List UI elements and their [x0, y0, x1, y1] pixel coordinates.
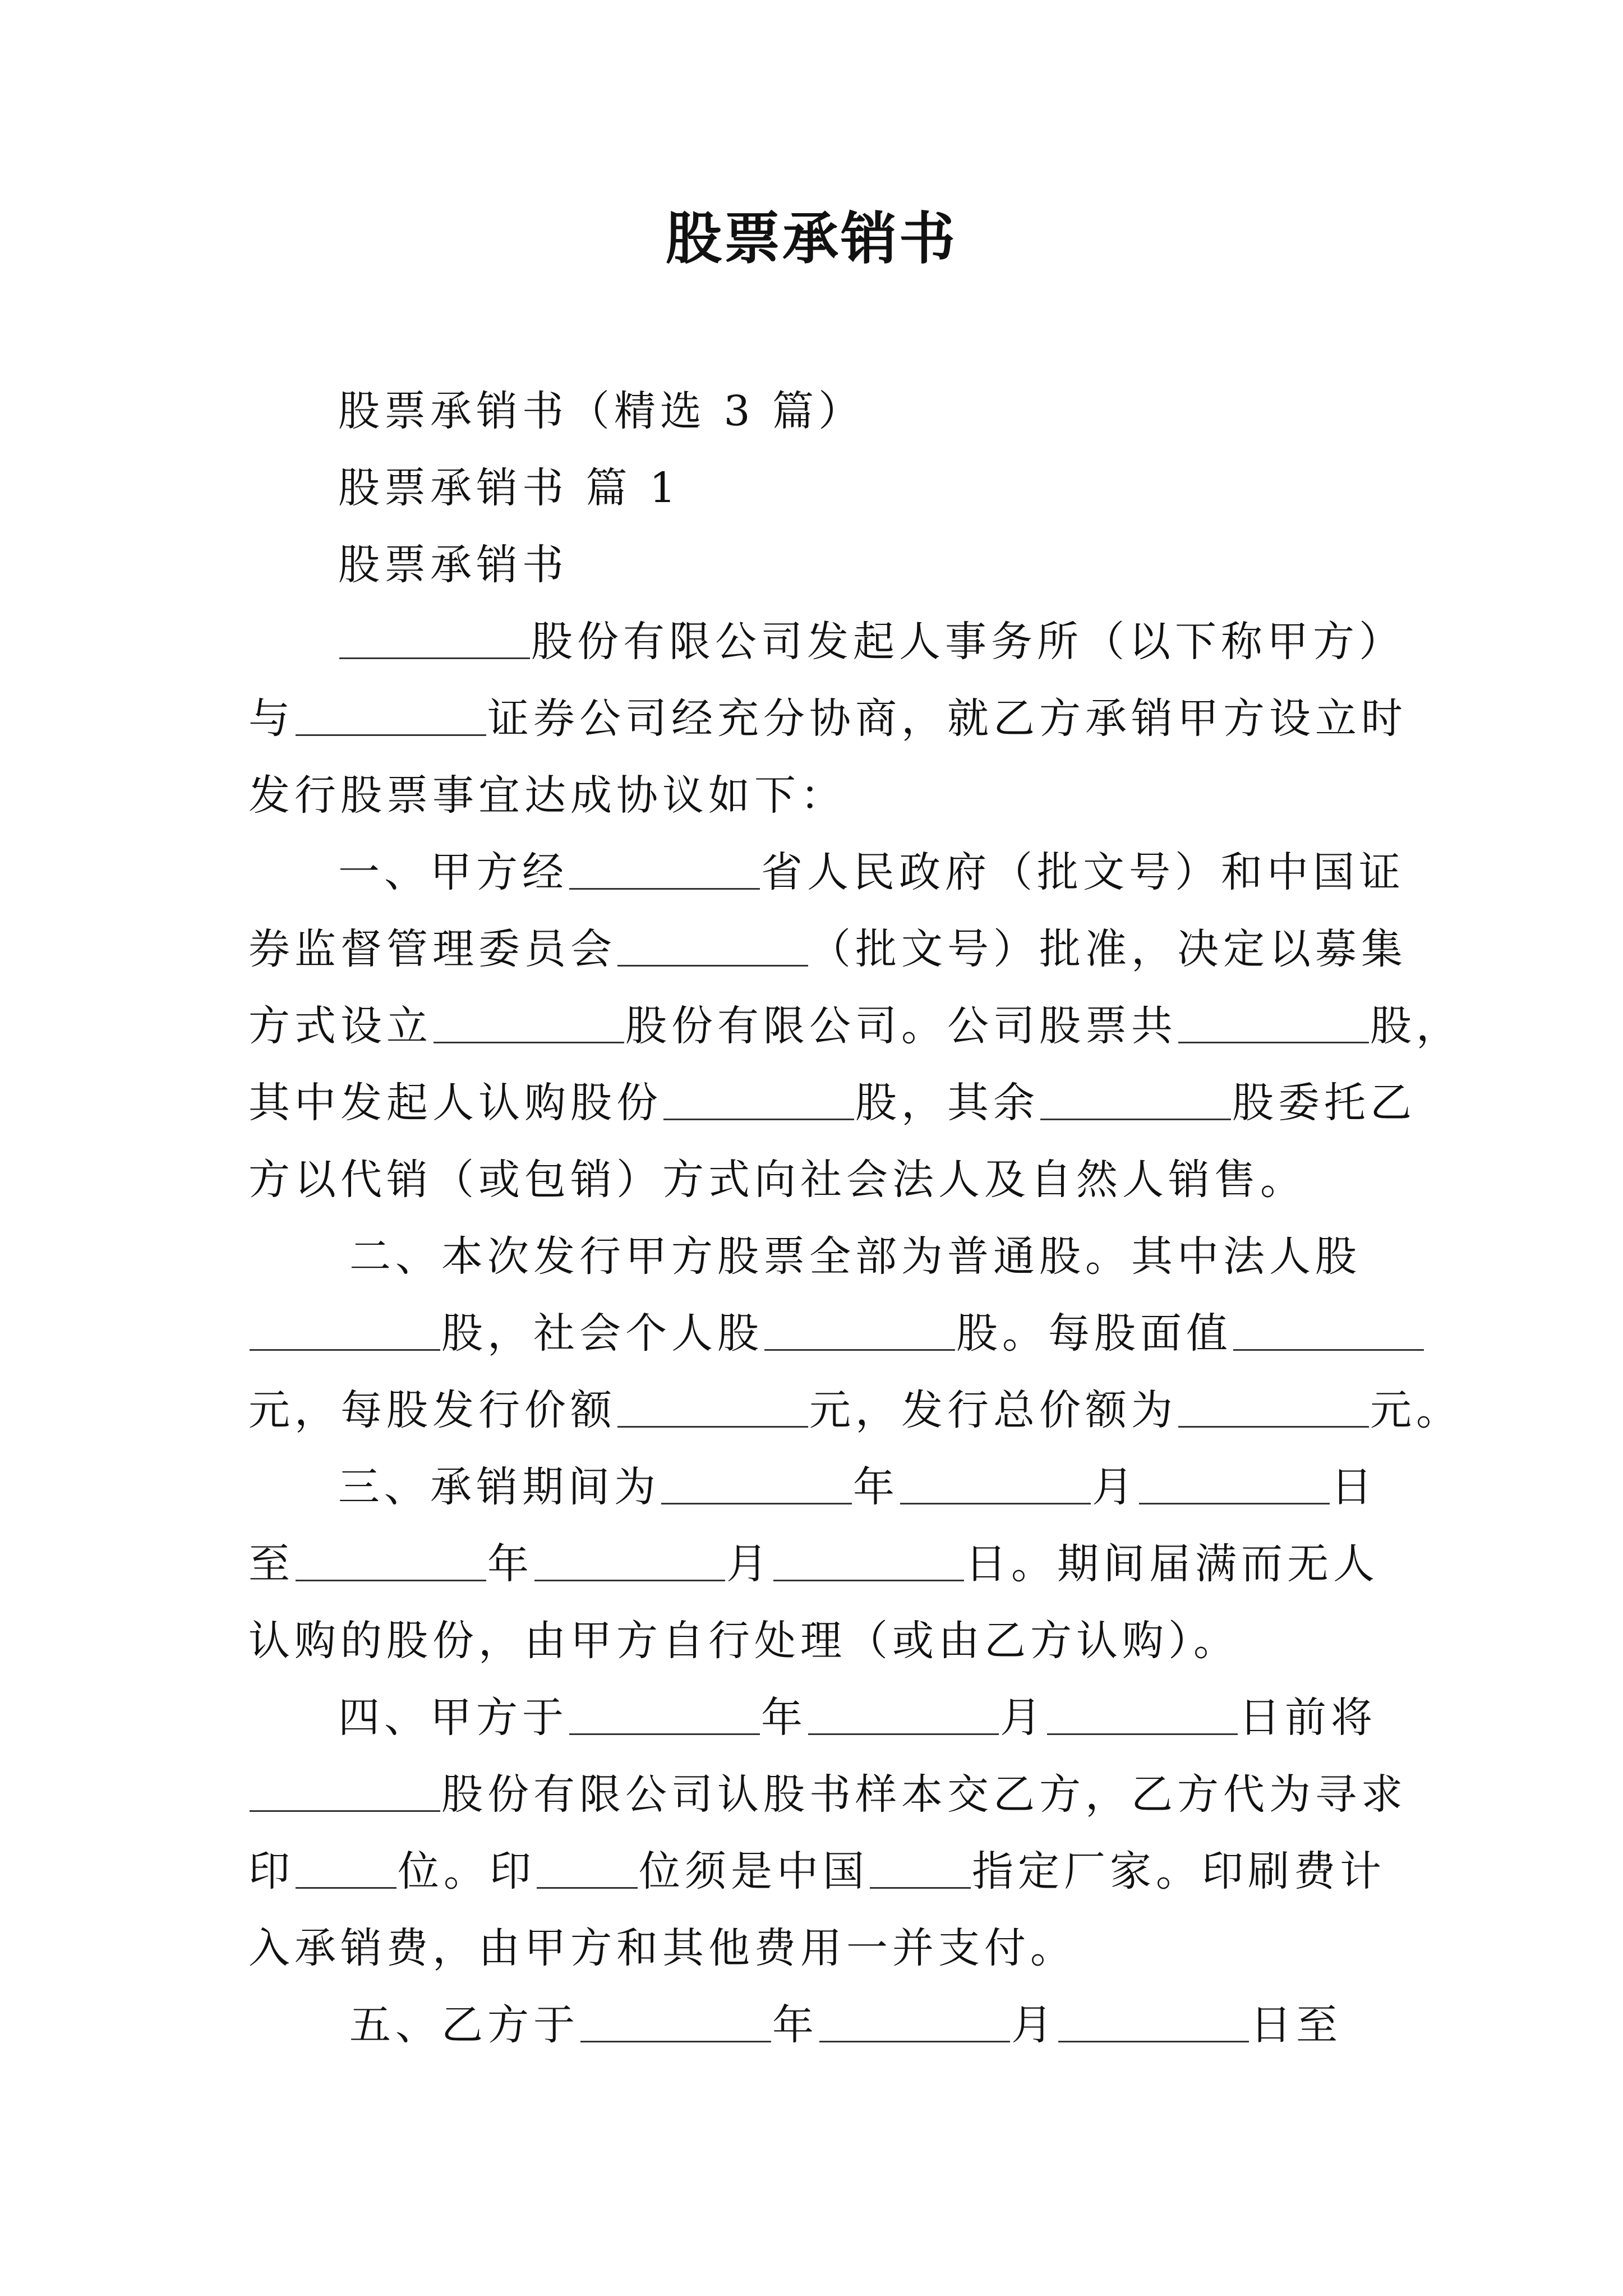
text-line — [248, 1295, 1378, 1372]
text-line — [248, 450, 1378, 527]
text-line — [248, 1756, 1407, 1833]
text-line — [248, 680, 1407, 757]
text-line — [248, 604, 1405, 680]
text-span: 股票承销书 篇 1 — [338, 464, 681, 512]
text-span: 二、本次发行甲方股票全部为普通股。其中法人股 — [349, 1232, 1361, 1281]
text-line — [248, 1987, 1378, 2064]
text-line — [248, 527, 1378, 604]
text-span: 日 — [1331, 1463, 1377, 1511]
text-span: 入承销费，由甲方和其他费用一并支付。 — [248, 1924, 1076, 1972]
text-line — [248, 757, 1378, 834]
fill-blank[interactable] — [808, 1694, 999, 1735]
text-span: 证券公司经充分协商，就乙方承销甲方设立时 — [487, 694, 1407, 743]
text-span: 一、甲方经 — [338, 848, 568, 896]
text-span: 方式设立 — [248, 1002, 432, 1050]
fill-blank[interactable] — [250, 1310, 440, 1351]
text-span: 券监督管理委员会 — [248, 925, 616, 973]
fill-blank[interactable] — [534, 1540, 725, 1581]
fill-blank[interactable] — [819, 2001, 1010, 2042]
text-line — [248, 911, 1407, 988]
fill-blank[interactable] — [1139, 1464, 1330, 1504]
fill-blank[interactable] — [1178, 1387, 1369, 1428]
text-span: 股票承销书（精选 3 篇） — [338, 387, 865, 435]
fill-blank[interactable] — [537, 1848, 638, 1889]
text-span: 位须是中国 — [639, 1847, 869, 1895]
text-span: 股票承销书 — [338, 541, 568, 589]
text-span: 日至 — [1250, 2001, 1342, 2049]
text-line — [248, 988, 1462, 1065]
text-span: 月 — [1092, 1463, 1138, 1511]
text-span: 股，社会个人股 — [441, 1309, 763, 1358]
fill-blank[interactable] — [617, 926, 808, 967]
fill-blank[interactable] — [870, 1848, 971, 1889]
fill-blank[interactable] — [1233, 1310, 1424, 1351]
text-line — [248, 373, 1378, 450]
text-span: 省人民政府（批文号）和中国证 — [761, 848, 1405, 896]
text-span: 与 — [248, 694, 294, 743]
text-span: 股。每股面值 — [956, 1309, 1232, 1358]
text-span: 发行股票事宜达成协议如下： — [248, 771, 846, 820]
text-span: 股份有限公司认股书样本交乙方，乙方代为寻求 — [441, 1770, 1407, 1819]
text-span: 日。期间届满而无人 — [965, 1540, 1379, 1588]
text-span: 位。印 — [398, 1847, 536, 1895]
text-line — [248, 1526, 1378, 1603]
text-span: 股份有限公司发起人事务所（以下称甲方） — [531, 618, 1405, 666]
text-span: 年 — [487, 1540, 533, 1588]
text-span: （批文号）批准，决定以募集 — [809, 925, 1407, 973]
fill-blank[interactable] — [296, 695, 486, 736]
text-span: 元，发行总价额为 — [809, 1386, 1177, 1434]
fill-blank[interactable] — [569, 1694, 760, 1735]
text-span: 指定厂家。印刷费计 — [972, 1847, 1386, 1895]
fill-blank[interactable] — [773, 1540, 964, 1581]
text-line — [248, 834, 1405, 911]
text-line — [248, 1142, 1378, 1218]
fill-blank[interactable] — [580, 2001, 771, 2042]
fill-blank[interactable] — [663, 1079, 854, 1120]
fill-blank[interactable] — [1058, 2001, 1249, 2042]
text-line — [248, 1372, 1462, 1449]
text-span: 年 — [853, 1463, 899, 1511]
document-title: 股票承销书 — [666, 205, 957, 272]
fill-blank[interactable] — [764, 1310, 955, 1351]
text-span: 方以代销（或包销）方式向社会法人及自然人销售。 — [248, 1156, 1306, 1204]
text-span: 元。 — [1370, 1386, 1462, 1434]
text-span: 年 — [761, 1694, 807, 1742]
text-line — [248, 1218, 1378, 1295]
text-span: 三、承销期间为 — [338, 1463, 660, 1511]
fill-blank[interactable] — [296, 1848, 396, 1889]
fill-blank[interactable] — [1178, 1002, 1369, 1043]
text-span: 元，每股发行价额 — [248, 1386, 616, 1434]
fill-blank[interactable] — [250, 1771, 440, 1812]
text-line — [248, 1449, 1378, 1526]
text-line — [248, 1603, 1378, 1680]
text-span: 股，其余 — [855, 1079, 1039, 1127]
text-span: 月 — [726, 1540, 772, 1588]
text-span: 印 — [248, 1847, 294, 1895]
text-line — [248, 1910, 1378, 1987]
text-span: 月 — [1000, 1694, 1046, 1742]
text-span: 五、乙方于 — [349, 2001, 579, 2049]
fill-blank[interactable] — [1047, 1694, 1238, 1735]
text-span: 月 — [1011, 2001, 1057, 2049]
text-span: 股委托乙 — [1232, 1079, 1416, 1127]
text-span: 年 — [772, 2001, 818, 2049]
text-span: 认购的股份，由甲方自行处理（或由乙方认购）。 — [248, 1617, 1239, 1665]
fill-blank[interactable] — [661, 1464, 852, 1504]
text-span: 至 — [248, 1540, 294, 1588]
text-span: 日前将 — [1239, 1694, 1377, 1742]
text-span: 股， — [1370, 1002, 1462, 1050]
text-span: 其中发起人认购股份 — [248, 1079, 662, 1127]
fill-blank[interactable] — [339, 618, 530, 659]
text-line — [248, 1065, 1416, 1142]
fill-blank[interactable] — [1040, 1079, 1231, 1120]
text-span: 股份有限公司。公司股票共 — [625, 1002, 1177, 1050]
fill-blank[interactable] — [569, 849, 760, 890]
fill-blank[interactable] — [296, 1540, 486, 1581]
text-span: 四、甲方于 — [338, 1694, 568, 1742]
document-body — [248, 373, 1462, 2064]
fill-blank[interactable] — [617, 1387, 808, 1428]
fill-blank[interactable] — [900, 1464, 1091, 1504]
fill-blank[interactable] — [434, 1002, 624, 1043]
text-line — [248, 1833, 1386, 1910]
text-line — [248, 1680, 1378, 1756]
